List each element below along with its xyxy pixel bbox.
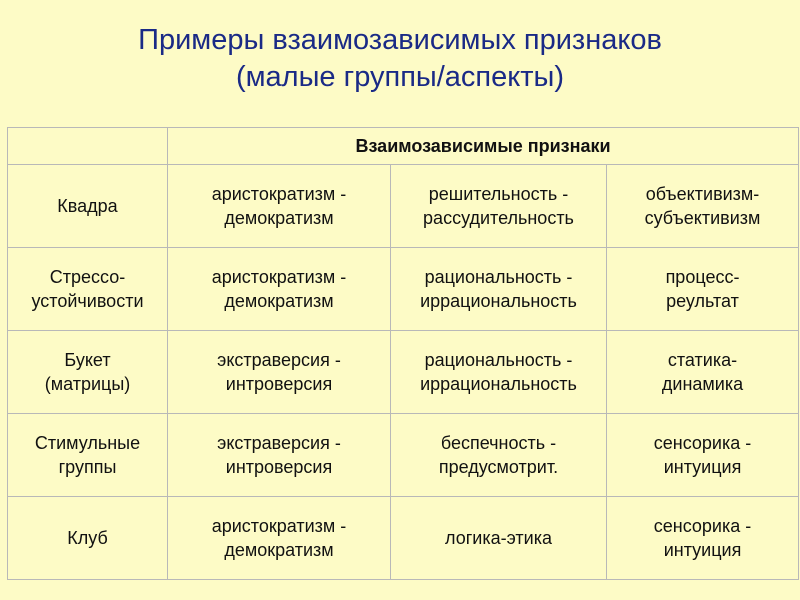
title-line-2: (малые группы/аспекты)	[235, 61, 565, 93]
table-cell: аристократизм - демократизм	[168, 248, 391, 331]
row-label: Стрессо- устойчивости	[8, 248, 168, 331]
table-cell: решительность - рассудительность	[391, 165, 607, 248]
title-line-1: Примеры взаимозависимых признаков	[138, 24, 662, 56]
table-cell: сенсорика - интуиция	[607, 414, 799, 497]
table-row	[8, 497, 799, 580]
table-cell: объективизм- субъективизм	[607, 165, 799, 248]
table-cell: экстраверсия - интроверсия	[168, 414, 391, 497]
table-row	[8, 414, 799, 497]
page-title	[0, 22, 800, 96]
table-cell: аристократизм - демократизм	[168, 165, 391, 248]
features-table	[7, 127, 799, 580]
row-label: Клуб	[8, 497, 168, 580]
table-cell: аристократизм - демократизм	[168, 497, 391, 580]
table-header-row	[8, 128, 799, 165]
table-cell: логика-этика	[391, 497, 607, 580]
table-cell: сенсорика - интуиция	[607, 497, 799, 580]
header-empty-cell	[8, 128, 168, 165]
table-cell: беспечность - предусмотрит.	[391, 414, 607, 497]
table-cell: статика- динамика	[607, 331, 799, 414]
table-row	[8, 248, 799, 331]
row-label: Букет (матрицы)	[8, 331, 168, 414]
table-cell: процесс- реультат	[607, 248, 799, 331]
table-cell: рациональность - иррациональность	[391, 331, 607, 414]
table-cell: экстраверсия - интроверсия	[168, 331, 391, 414]
table-header: Взаимозависимые признаки	[168, 128, 799, 165]
row-label: Квадра	[8, 165, 168, 248]
table-cell: рациональность - иррациональность	[391, 248, 607, 331]
row-label: Стимульные группы	[8, 414, 168, 497]
table-row	[8, 165, 799, 248]
table-row	[8, 331, 799, 414]
